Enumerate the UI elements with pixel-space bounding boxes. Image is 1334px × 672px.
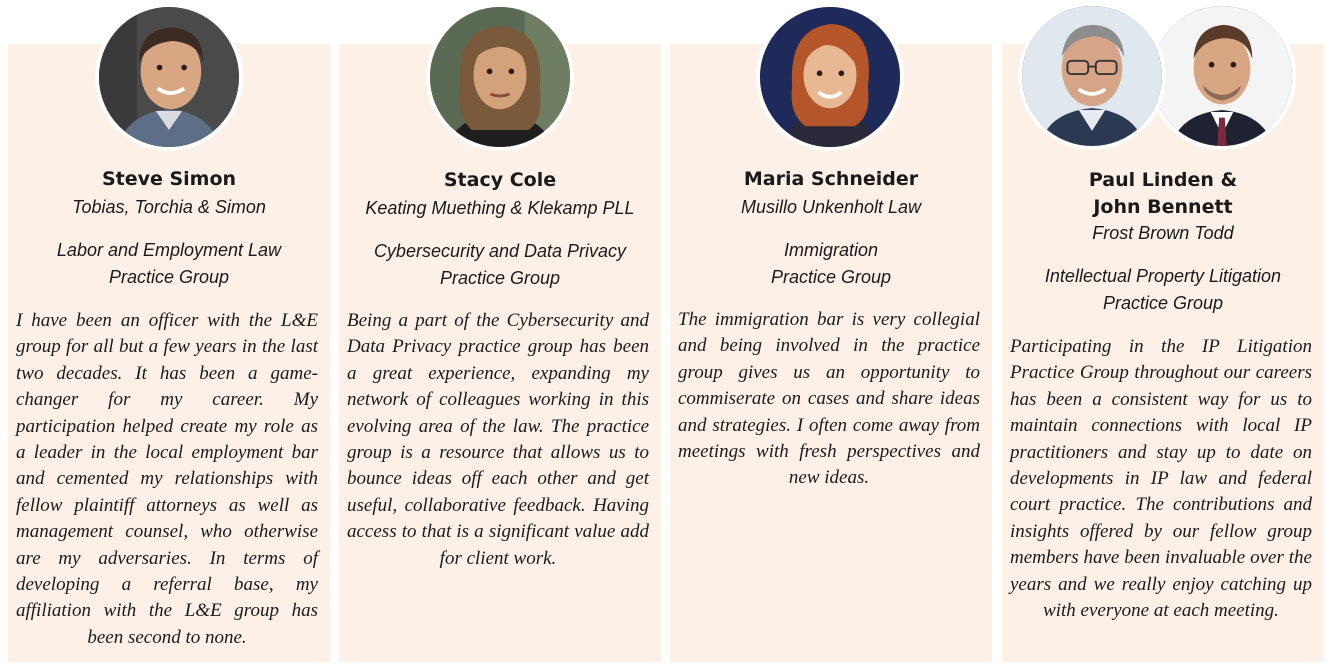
practice-group-line-1: Immigration bbox=[783, 240, 879, 260]
practice-group-line-2: Practice Group bbox=[770, 267, 892, 287]
practice-group-line-1: Intellectual Property Litigation bbox=[1044, 266, 1282, 286]
testimonial-quote: Being a part of the Cybersecurity and Data Privacy practice group has been a great experience, expanding my network of colleagues working in this evolving area of the law. The practice group is a resource that allows us to bounce ideas off each other and get useful, collaborative feedback. Having access to that is a significant value add for client work. bbox=[347, 310, 649, 569]
person-name-line-2: John Bennett bbox=[1093, 196, 1233, 218]
firm-name: Keating Muething & Klekamp PLL bbox=[365, 198, 635, 218]
person-name-line-1: Paul Linden & bbox=[1088, 169, 1238, 191]
portrait-photo-icon bbox=[430, 7, 570, 147]
portrait-photo-icon bbox=[1022, 6, 1162, 146]
practice-group-line-2: Practice Group bbox=[1102, 293, 1224, 313]
portrait-photo-icon bbox=[1152, 6, 1292, 146]
testimonial-quote: I have been an officer with the L&E group for all but a few years in the last two decades. It has been a game-changer for my career. My participation helped create my role as a leader in the local employment bar and cemented my relationships with fellow plaintiff attorneys as well as management counsel, who otherwise are my adversaries. In terms of developing a referral base, my affiliation with the L&E group has been second to none. bbox=[16, 310, 318, 648]
portrait-photo-icon bbox=[760, 7, 900, 147]
firm-name: Frost Brown Todd bbox=[1092, 223, 1234, 243]
avatar-maria-schneider bbox=[756, 3, 904, 151]
avatar-paul-linden bbox=[1018, 2, 1166, 150]
practice-group-line-1: Cybersecurity and Data Privacy bbox=[373, 241, 627, 261]
avatar-john-bennett bbox=[1148, 2, 1296, 150]
avatar-stacy-cole bbox=[426, 3, 574, 151]
person-name: Maria Schneider bbox=[743, 168, 919, 190]
practice-group-line-1: Labor and Employment Law bbox=[56, 240, 282, 260]
person-name: Steve Simon bbox=[101, 168, 237, 190]
firm-name: Musillo Unkenholt Law bbox=[740, 197, 922, 217]
portrait-photo-icon bbox=[99, 7, 239, 147]
practice-group-line-2: Practice Group bbox=[108, 267, 230, 287]
testimonial-quote: Participating in the IP Litigation Practice Group throughout our careers has been a consistent way for us to maintain connections with local IP practitioners and stay up to date on developments in IP law and federal court practice. The contributions and insights offered by our fellow group members have been invaluable over the years and we really enjoy catching up with everyone at each meeting. bbox=[1010, 336, 1312, 622]
avatar-steve-simon bbox=[95, 3, 243, 151]
person-name: Stacy Cole bbox=[443, 169, 557, 191]
firm-name: Tobias, Torchia & Simon bbox=[72, 197, 266, 217]
testimonial-quote: The immigration bar is very collegial and being involved in the practice group gives us an opportunity to commiserate on cases and share ideas and strategies. I often come away from meetings with fresh perspectives and new ideas. bbox=[678, 309, 980, 489]
practice-group-line-2: Practice Group bbox=[439, 268, 561, 288]
